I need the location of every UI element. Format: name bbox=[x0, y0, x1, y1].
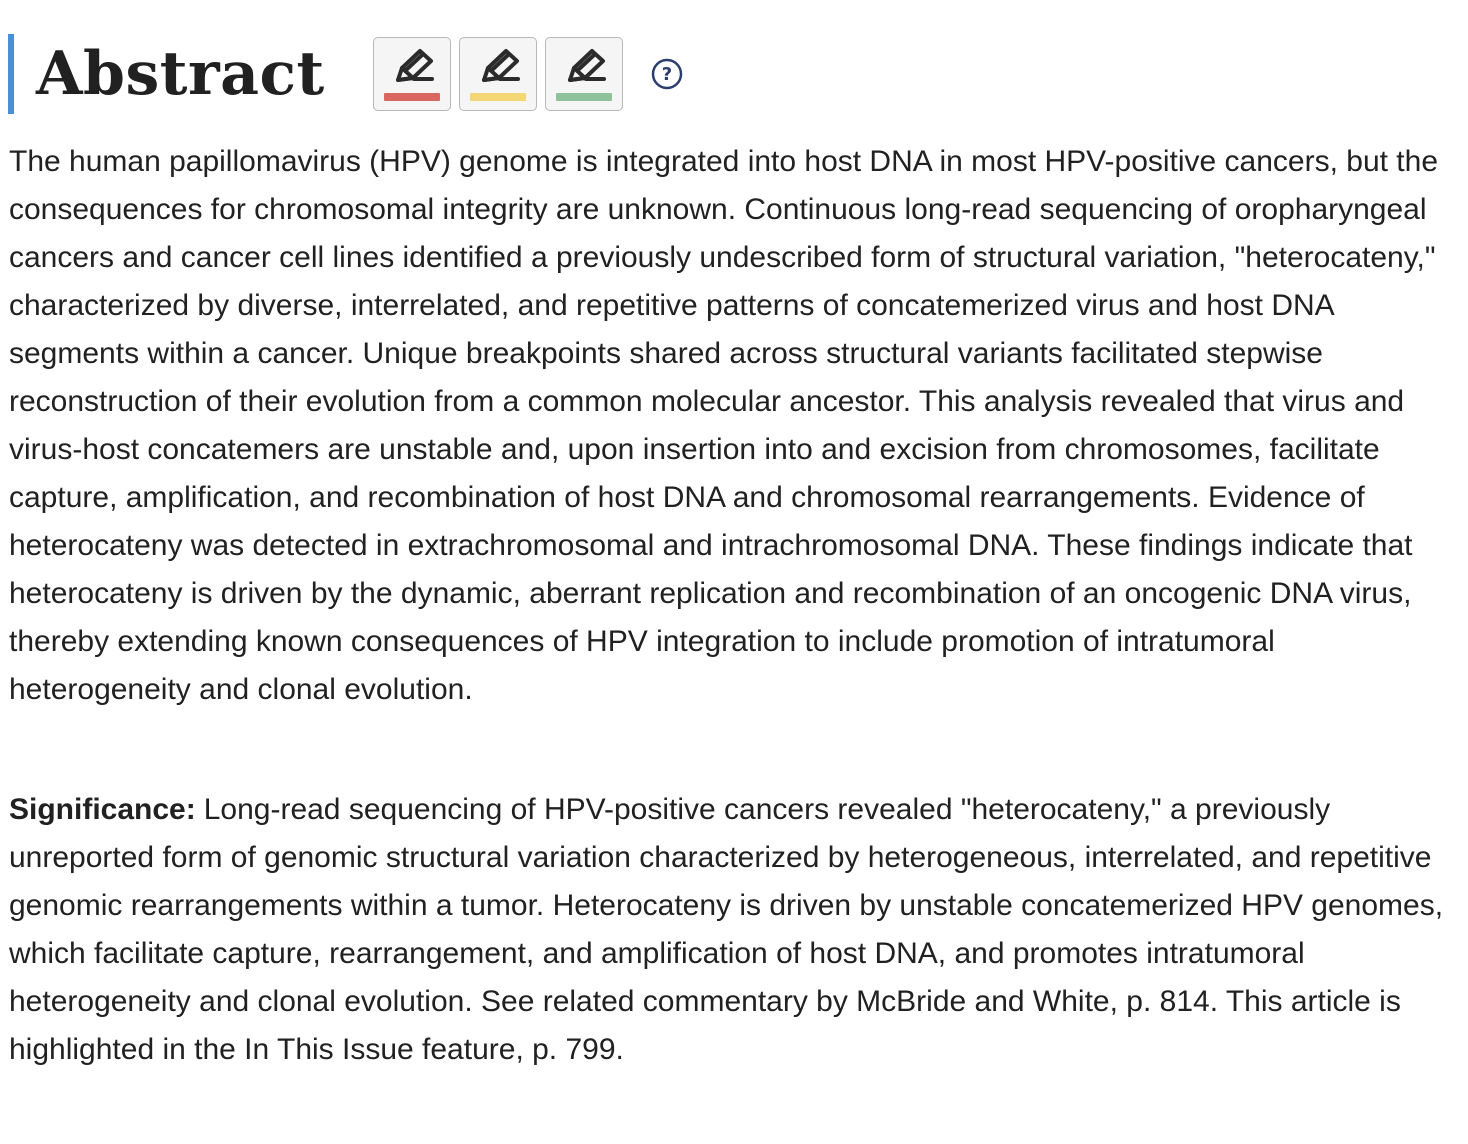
significance-text: Long-read sequencing of HPV-positive cancers revealed "heterocateny," a previously unreported form of genomic structural variation characterized by heterogeneous, interrelated, and repetitive genomic rearrangements within a tumor. Heterocateny is driven by unstable concatemerized HPV genomes, which facilitate capture, rearrangement, and amplification of host DNA, and promotes intratumoral heterogeneity and clonal evolution. See related commentary by McBride and White, p. 814. This article is highlighted in the In This Issue feature, p. 799. bbox=[9, 793, 1444, 1066]
abstract-text: The human papillomavirus (HPV) genome is integrated into host DNA in most HPV-positive cancers, but the consequences for chromosomal integrity are unknown. Continuous long-read sequencing of oropharyngeal cancers and cancer cell lines identified a previously undescribed form of structural variation, "heterocateny," characterized by diverse, interrelated, and repetitive patterns of concatemerized virus and host DNA segments within a cancer. Unique breakpoints shared across structural variants facilitated stepwise reconstruction of their evolution from a common molecular ancestor. This analysis revealed that virus and virus-host concatemers are unstable and, upon insertion into and excision from chromosomes, facilitate capture, amplification, and recombination of host DNA and chromosomal rearrangements. Evidence of heterocateny was detected in extrachromosomal and intrachromosomal DNA. These findings indicate that heterocateny is driven by the dynamic, aberrant replication and recombination of an oncogenic DNA virus, thereby extending known consequences of HPV integration to include promotion of intratumoral heterogeneity and clonal evolution. bbox=[9, 145, 1439, 706]
section-accent-bar bbox=[8, 34, 14, 114]
section-title: Abstract bbox=[36, 39, 325, 109]
help-icon[interactable] bbox=[651, 58, 683, 90]
pencil-icon bbox=[474, 46, 524, 90]
significance-paragraph bbox=[9, 786, 1459, 1074]
highlight-toolbar bbox=[373, 37, 623, 111]
pencil-icon bbox=[560, 46, 610, 90]
highlight-green-button[interactable] bbox=[545, 37, 623, 111]
help-label: ? bbox=[661, 64, 672, 85]
highlight-green-swatch bbox=[556, 93, 612, 101]
pencil-icon bbox=[388, 46, 438, 90]
highlight-red-swatch bbox=[384, 93, 440, 101]
highlight-yellow-button[interactable] bbox=[459, 37, 537, 111]
highlight-red-button[interactable] bbox=[373, 37, 451, 111]
highlight-yellow-swatch bbox=[470, 93, 526, 101]
section-header bbox=[8, 34, 683, 114]
significance-label: Significance: bbox=[9, 793, 196, 826]
